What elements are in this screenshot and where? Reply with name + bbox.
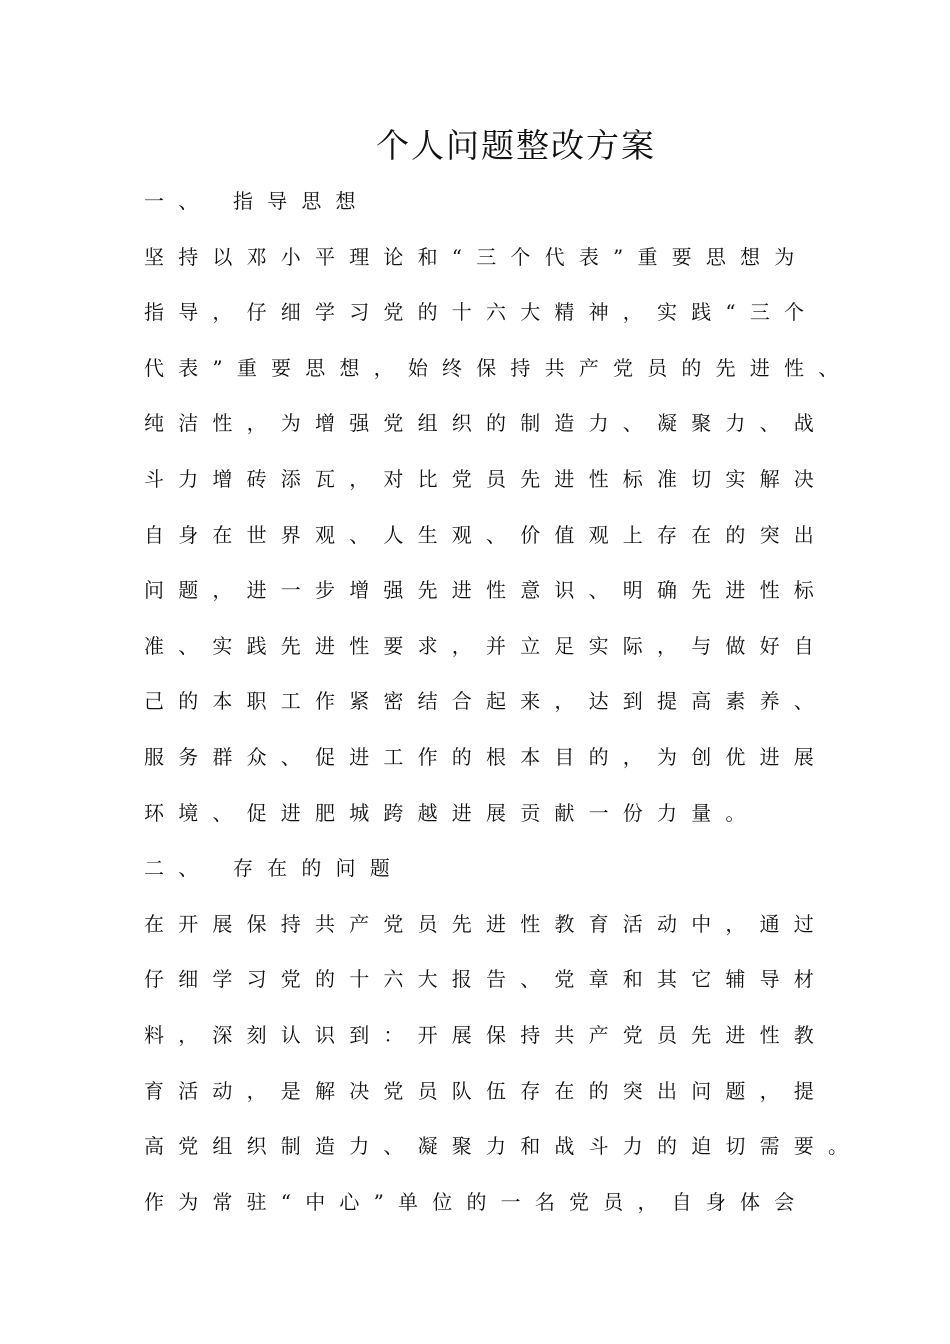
- body-line: 代表”重要思想，始终保持共产党员的先进性、: [144, 355, 853, 380]
- body-line: 在开展保持共产党员先进性教育活动中，通过: [144, 911, 828, 936]
- body-line: 环境、促进肥城跨越进展贡献一份力量。: [144, 800, 760, 825]
- body-line: 纯洁性，为增强党组织的制造力、凝聚力、战: [144, 411, 828, 436]
- body-line: 指导，仔细学习党的十六大精神，实践“三个: [144, 300, 819, 325]
- title-container: [0, 124, 950, 168]
- body-line: 自身在世界观、人生观、价值观上存在的突出: [144, 522, 828, 547]
- body-line: 料，深刻认识到：开展保持共产党员先进性教: [144, 1022, 828, 1047]
- body-line: 仔细学习党的十六大报告、党章和其它辅导材: [144, 967, 828, 992]
- body-line: 作为常驻“中心”单位的一名党员，自身体会: [144, 1189, 809, 1214]
- body-line: 己的本职工作紧密结合起来，达到提高素养、: [144, 689, 828, 714]
- body-line: 坚持以邓小平理论和“三个代表”重要思想为: [144, 244, 809, 269]
- body-line: 服务群众、促进工作的根本目的，为创优进展: [144, 744, 828, 769]
- body-line: 育活动，是解决党员队伍存在的突出问题，提: [144, 1078, 828, 1103]
- body-line: 高党组织制造力、凝聚力和战斗力的迫切需要。: [144, 1134, 863, 1159]
- document-body: [144, 186, 863, 1242]
- page-title: 个人问题整改方案: [376, 126, 656, 165]
- body-line: 准、实践先进性要求，并立足实际，与做好自: [144, 633, 828, 658]
- body-line: 问题，进一步增强先进性意识、明确先进性标: [144, 578, 828, 603]
- section-heading-2: 二、 存在的问题: [144, 856, 404, 881]
- body-line: 斗力增砖添瓦，对比党员先进性标准切实解决: [144, 466, 828, 491]
- section-heading-1: 一、 指导思想: [144, 189, 370, 213]
